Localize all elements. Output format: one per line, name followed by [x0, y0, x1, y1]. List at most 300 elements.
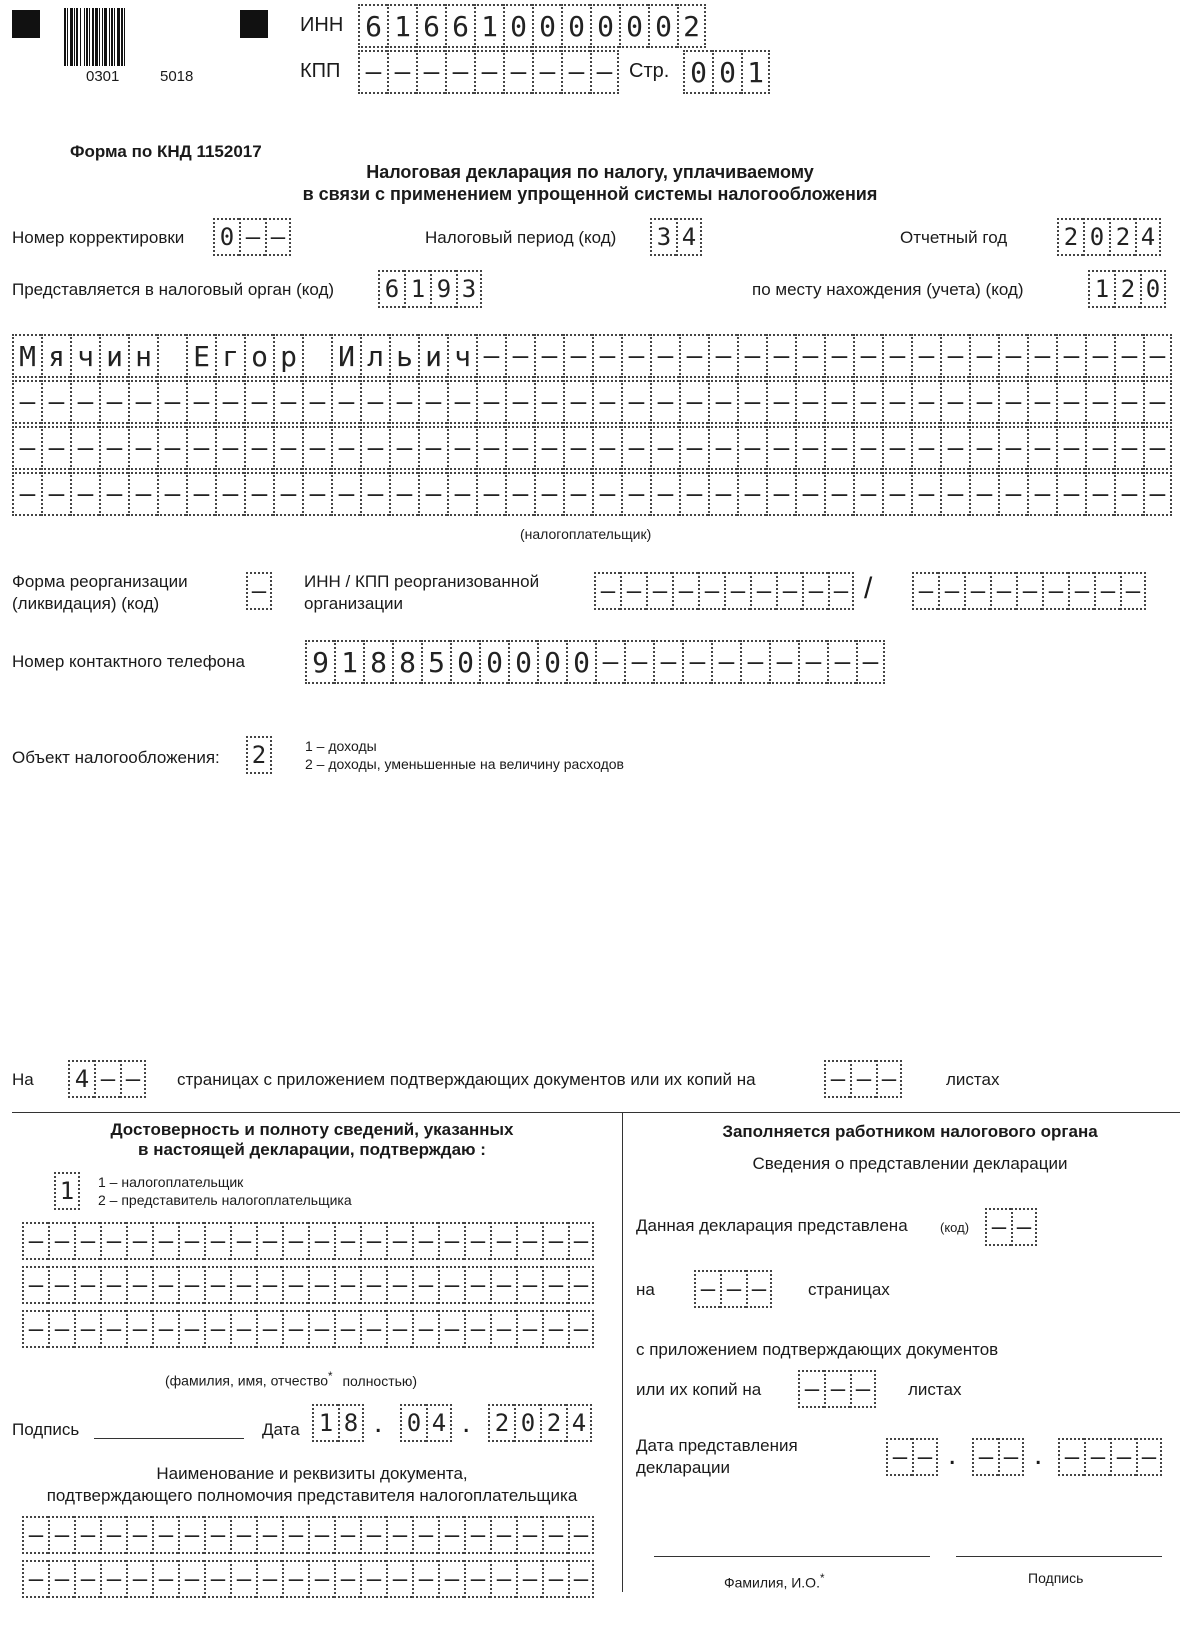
input-cell: – [505, 472, 534, 516]
input-cell: – [1027, 426, 1056, 470]
input-cell: – [568, 1266, 594, 1304]
input-cell: – [186, 472, 215, 516]
input-cell: – [438, 1266, 464, 1304]
input-cell: 4 [1135, 218, 1161, 256]
input-cell: – [157, 380, 186, 424]
input-cell: – [766, 380, 795, 424]
reorg-inn-field[interactable] [594, 572, 854, 610]
input-cell: – [650, 334, 679, 378]
input-cell: – [22, 1310, 48, 1348]
date-month-field[interactable] [400, 1404, 452, 1442]
form-knd: Форма по КНД 1152017 [70, 142, 262, 161]
input-cell: – [230, 1560, 256, 1598]
input-cell: М [12, 334, 41, 378]
input-cell: – [969, 472, 998, 516]
input-cell: – [886, 1438, 912, 1476]
confirm-option-1: 1 – налогоплательщик [98, 1174, 244, 1190]
input-cell: – [445, 50, 474, 94]
input-cell: – [1085, 472, 1114, 516]
input-cell: 0 [450, 640, 479, 684]
signer-fio-row-2[interactable] [22, 1266, 594, 1304]
input-cell: – [230, 1222, 256, 1260]
input-cell: – [308, 1310, 334, 1348]
input-cell: – [464, 1516, 490, 1554]
right-pages-label: страницах [808, 1280, 890, 1299]
reorg-inn-label-2: организации [304, 594, 404, 613]
input-cell: 1 [404, 270, 430, 308]
pages-field[interactable] [68, 1060, 146, 1098]
input-cell: – [490, 1310, 516, 1348]
input-cell: – [964, 572, 990, 610]
input-cell: – [273, 472, 302, 516]
input-cell: – [418, 426, 447, 470]
input-cell: – [795, 380, 824, 424]
submit-date-day[interactable] [886, 1438, 938, 1476]
input-cell: 0 [537, 640, 566, 684]
input-cell: – [244, 426, 273, 470]
input-cell: – [74, 1222, 100, 1260]
date-day-field[interactable] [312, 1404, 364, 1442]
barcode-number-2: 5018 [160, 68, 194, 85]
input-cell: р [273, 334, 302, 378]
input-cell: – [1143, 472, 1172, 516]
input-cell: – [48, 1266, 74, 1304]
taxpayer-name-row-1[interactable] [12, 334, 1172, 378]
left-title-line1: Достоверность и полноту сведений, указанных [110, 1120, 514, 1139]
input-cell: – [100, 1516, 126, 1554]
input-cell: – [282, 1310, 308, 1348]
submit-date-label-2: декларации [636, 1458, 731, 1477]
doc-details-row-2[interactable] [22, 1560, 594, 1598]
correction-label: Номер корректировки [12, 228, 185, 247]
fio-caption-star: * [328, 1370, 333, 1383]
reorg-slash: / [864, 572, 873, 605]
phone-field[interactable] [305, 640, 885, 684]
input-cell: – [230, 1266, 256, 1304]
input-cell: – [126, 1222, 152, 1260]
input-cell: – [360, 1310, 386, 1348]
input-cell: – [998, 426, 1027, 470]
year-field[interactable] [1057, 218, 1161, 256]
input-cell: – [215, 426, 244, 470]
input-cell: – [1094, 572, 1120, 610]
input-cell: – [708, 380, 737, 424]
input-cell: – [204, 1560, 230, 1598]
input-cell: – [99, 380, 128, 424]
input-cell: – [464, 1266, 490, 1304]
input-cell: 0 [213, 218, 239, 256]
input-cell: – [561, 50, 590, 94]
officer-fio-line[interactable] [654, 1556, 930, 1557]
input-cell: – [592, 380, 621, 424]
input-cell: – [282, 1222, 308, 1260]
input-cell: – [334, 1560, 360, 1598]
input-cell: – [178, 1222, 204, 1260]
input-cell: 0 [479, 640, 508, 684]
input-cell: – [708, 472, 737, 516]
input-cell: – [412, 1516, 438, 1554]
input-cell [157, 334, 186, 378]
input-cell: – [126, 1516, 152, 1554]
input-cell: – [464, 1560, 490, 1598]
input-cell: 5 [421, 640, 450, 684]
input-cell: 1 [741, 50, 770, 94]
submit-date-dot-2: . [1034, 1438, 1043, 1471]
input-cell: 0 [566, 640, 595, 684]
reorg-field[interactable] [246, 572, 272, 610]
input-cell: – [331, 472, 360, 516]
page-label: Стр. [629, 60, 670, 82]
input-cell: – [912, 1438, 938, 1476]
input-cell: – [416, 50, 445, 94]
input-cell: – [1016, 572, 1042, 610]
input-cell: – [621, 334, 650, 378]
input-cell: – [1114, 334, 1143, 378]
input-cell: 1 [474, 4, 503, 48]
submitted-code-label: (код) [940, 1220, 970, 1235]
input-cell: – [386, 1560, 412, 1598]
input-cell: – [438, 1310, 464, 1348]
input-cell: – [711, 640, 740, 684]
input-cell: – [360, 1266, 386, 1304]
input-cell: – [516, 1560, 542, 1598]
input-cell: – [186, 380, 215, 424]
page-field[interactable] [683, 50, 770, 94]
input-cell: – [802, 572, 828, 610]
right-pages-field[interactable] [694, 1270, 772, 1308]
input-cell: – [256, 1310, 282, 1348]
input-cell: 2 [488, 1404, 514, 1442]
period-label: Налоговый период (код) [425, 228, 617, 247]
input-cell: – [48, 1310, 74, 1348]
input-cell: – [490, 1516, 516, 1554]
input-cell: – [100, 1560, 126, 1598]
input-cell: – [621, 472, 650, 516]
input-cell: – [798, 640, 827, 684]
input-cell: – [620, 572, 646, 610]
input-cell: – [682, 640, 711, 684]
input-cell: – [1085, 380, 1114, 424]
input-cell: – [360, 472, 389, 516]
right-sheets-field[interactable] [798, 1370, 876, 1408]
input-cell: – [41, 426, 70, 470]
input-cell: 0 [712, 50, 741, 94]
location-field[interactable] [1088, 270, 1166, 308]
input-cell: – [418, 472, 447, 516]
input-cell: – [230, 1310, 256, 1348]
input-cell: – [204, 1222, 230, 1260]
input-cell: – [621, 426, 650, 470]
input-cell: – [1056, 334, 1085, 378]
input-cell: – [882, 380, 911, 424]
input-cell: – [650, 426, 679, 470]
input-cell: – [215, 472, 244, 516]
input-cell: – [476, 472, 505, 516]
input-cell: – [516, 1516, 542, 1554]
inn-field[interactable] [358, 4, 706, 48]
input-cell: – [70, 472, 99, 516]
input-cell: – [128, 426, 157, 470]
input-cell: – [358, 50, 387, 94]
input-cell: – [100, 1222, 126, 1260]
taxpayer-name-row-3[interactable] [12, 426, 1172, 470]
input-cell: н [128, 334, 157, 378]
input-cell: 0 [1083, 218, 1109, 256]
input-cell: – [853, 426, 882, 470]
input-cell: – [516, 1222, 542, 1260]
input-cell: – [22, 1222, 48, 1260]
pages-text: страницах с приложением подтверждающих документов или их копий на [177, 1070, 756, 1089]
input-cell: – [1084, 1438, 1110, 1476]
input-cell: – [563, 334, 592, 378]
signature-line[interactable] [94, 1438, 244, 1439]
input-cell: – [542, 1560, 568, 1598]
reorg-kpp-field[interactable] [912, 572, 1146, 610]
input-cell: – [239, 218, 265, 256]
input-cell: – [503, 50, 532, 94]
barcode-stripe [125, 8, 127, 66]
input-cell: – [646, 572, 672, 610]
input-cell: – [74, 1310, 100, 1348]
input-cell: 6 [416, 4, 445, 48]
input-cell: – [438, 1222, 464, 1260]
submit-date-month[interactable] [972, 1438, 1024, 1476]
input-cell: – [438, 1516, 464, 1554]
input-cell: – [737, 334, 766, 378]
input-cell: – [308, 1560, 334, 1598]
submitted-code-field[interactable] [985, 1208, 1037, 1246]
input-cell: – [563, 380, 592, 424]
input-cell: – [48, 1222, 74, 1260]
input-cell: 2 [1114, 270, 1140, 308]
input-cell: – [334, 1516, 360, 1554]
input-cell: – [911, 426, 940, 470]
form-title-line2: в связи с применением упрощенной системы налогообложения [302, 184, 878, 204]
input-cell: – [447, 472, 476, 516]
copies-label: или их копий на [636, 1380, 762, 1399]
confirm-option-2: 2 – представитель налогоплательщика [98, 1192, 352, 1208]
input-cell: – [12, 380, 41, 424]
officer-fio-text: Фамилия, И.О. [724, 1574, 820, 1591]
input-cell: 9 [430, 270, 456, 308]
input-cell: – [331, 380, 360, 424]
input-cell: – [360, 1222, 386, 1260]
input-cell: – [824, 426, 853, 470]
input-cell: 6 [358, 4, 387, 48]
input-cell: 0 [514, 1404, 540, 1442]
taxpayer-name-row-2[interactable] [12, 380, 1172, 424]
input-cell: – [737, 380, 766, 424]
input-cell: – [911, 334, 940, 378]
doc-title-line2: подтверждающего полномочия представителя налогоплательщика [46, 1486, 578, 1505]
input-cell: 1 [54, 1172, 80, 1210]
input-cell: – [882, 472, 911, 516]
input-cell: – [568, 1560, 594, 1598]
input-cell: – [302, 380, 331, 424]
input-cell: – [1027, 380, 1056, 424]
input-cell: – [302, 426, 331, 470]
input-cell: 6 [445, 4, 474, 48]
input-cell: – [724, 572, 750, 610]
officer-sign-line[interactable] [956, 1556, 1162, 1557]
input-cell: 8 [363, 640, 392, 684]
date-label: Дата [262, 1420, 300, 1439]
input-cell: – [595, 640, 624, 684]
inn-label: ИНН [300, 14, 344, 36]
input-cell: – [48, 1516, 74, 1554]
input-cell: – [386, 1266, 412, 1304]
input-cell: – [74, 1516, 100, 1554]
right-on-label: на [636, 1280, 655, 1299]
kpp-field[interactable] [358, 50, 619, 94]
right-subtitle: Сведения о представлении декларации [752, 1154, 1068, 1173]
input-cell: – [360, 380, 389, 424]
input-cell: – [334, 1310, 360, 1348]
input-cell: – [1056, 426, 1085, 470]
input-cell: – [273, 380, 302, 424]
input-cell: – [41, 472, 70, 516]
input-cell: – [740, 640, 769, 684]
input-cell: – [750, 572, 776, 610]
input-cell: – [795, 426, 824, 470]
input-cell: – [594, 572, 620, 610]
input-cell: – [99, 472, 128, 516]
input-cell: – [912, 572, 938, 610]
input-cell: – [856, 640, 885, 684]
input-cell: – [972, 1438, 998, 1476]
authority-field[interactable] [378, 270, 482, 308]
correction-field[interactable] [213, 218, 291, 256]
input-cell: – [100, 1310, 126, 1348]
barcode [64, 8, 188, 66]
input-cell: – [273, 426, 302, 470]
input-cell: – [795, 472, 824, 516]
input-cell: ь [389, 334, 418, 378]
input-cell: – [386, 1222, 412, 1260]
input-cell: – [824, 380, 853, 424]
submit-date-dot-1: . [948, 1438, 957, 1471]
input-cell: – [827, 640, 856, 684]
officer-fio-star: * [819, 1572, 825, 1585]
input-cell: 2 [246, 736, 272, 774]
doc-details-row-1[interactable] [22, 1516, 594, 1554]
input-cell: – [679, 334, 708, 378]
reorg-label-1: Форма реорганизации [12, 572, 188, 591]
taxpayer-name-row-4[interactable] [12, 472, 1172, 516]
input-cell: – [256, 1222, 282, 1260]
input-cell: – [282, 1560, 308, 1598]
input-cell: – [542, 1266, 568, 1304]
submit-date-year[interactable] [1058, 1438, 1162, 1476]
input-cell: – [256, 1266, 282, 1304]
input-cell: – [157, 472, 186, 516]
input-cell: – [542, 1516, 568, 1554]
input-cell: 0 [619, 4, 648, 48]
input-cell: – [1056, 380, 1085, 424]
input-cell: – [308, 1266, 334, 1304]
reorg-label-2: (ликвидация) (код) [12, 594, 160, 613]
input-cell: – [532, 50, 561, 94]
input-cell: – [940, 334, 969, 378]
input-cell: и [99, 334, 128, 378]
barcode-number-1: 0301 [86, 68, 120, 85]
input-cell: 0 [503, 4, 532, 48]
object-field[interactable] [246, 736, 272, 774]
input-cell: 8 [392, 640, 421, 684]
fio-caption-text: (фамилия, имя, отчество [165, 1372, 329, 1389]
input-cell: – [737, 426, 766, 470]
period-field[interactable] [650, 218, 702, 256]
input-cell: – [334, 1222, 360, 1260]
input-cell: 2 [1109, 218, 1135, 256]
input-cell: – [505, 380, 534, 424]
input-cell: ч [447, 334, 476, 378]
vertical-divider [622, 1112, 623, 1592]
corner-marker-right [240, 10, 268, 38]
input-cell: – [389, 426, 418, 470]
input-cell: – [563, 426, 592, 470]
signer-fio-row-1[interactable] [22, 1222, 594, 1260]
officer-fio-label [724, 1572, 825, 1591]
input-cell: – [126, 1310, 152, 1348]
input-cell: 8 [338, 1404, 364, 1442]
input-cell: – [882, 334, 911, 378]
confirm-field[interactable] [54, 1172, 80, 1210]
input-cell: – [679, 426, 708, 470]
input-cell: – [1114, 426, 1143, 470]
input-cell: – [204, 1516, 230, 1554]
authority-label: Представляется в налоговый орган (код) [12, 280, 335, 299]
input-cell: – [178, 1310, 204, 1348]
input-cell: – [1042, 572, 1068, 610]
sheets-label: листах [946, 1070, 1000, 1089]
input-cell: – [940, 380, 969, 424]
input-cell: – [48, 1560, 74, 1598]
input-cell: г [215, 334, 244, 378]
input-cell: – [215, 380, 244, 424]
input-cell: – [128, 472, 157, 516]
input-cell: – [516, 1310, 542, 1348]
input-cell: – [74, 1560, 100, 1598]
input-cell: – [490, 1222, 516, 1260]
input-cell: 1 [312, 1404, 338, 1442]
doc-title-line1: Наименование и реквизиты документа, [156, 1464, 468, 1483]
signer-fio-row-3[interactable] [22, 1310, 594, 1348]
input-cell: 2 [1057, 218, 1083, 256]
input-cell: – [505, 426, 534, 470]
input-cell: – [853, 472, 882, 516]
input-cell: – [256, 1560, 282, 1598]
input-cell: – [542, 1222, 568, 1260]
input-cell: – [331, 426, 360, 470]
input-cell: – [592, 472, 621, 516]
input-cell: – [708, 426, 737, 470]
input-cell: – [412, 1222, 438, 1260]
date-year-field[interactable] [488, 1404, 592, 1442]
input-cell: – [186, 426, 215, 470]
input-cell: – [476, 380, 505, 424]
sheets-field[interactable] [824, 1060, 902, 1098]
input-cell: – [1114, 472, 1143, 516]
input-cell: 3 [456, 270, 482, 308]
location-label: по месту нахождения (учета) (код) [752, 280, 1024, 299]
input-cell: – [244, 472, 273, 516]
input-cell: – [592, 334, 621, 378]
input-cell: – [798, 1370, 824, 1408]
input-cell: 4 [566, 1404, 592, 1442]
input-cell: – [22, 1560, 48, 1598]
reorg-inn-label-1: ИНН / КПП реорганизованной [304, 572, 540, 591]
